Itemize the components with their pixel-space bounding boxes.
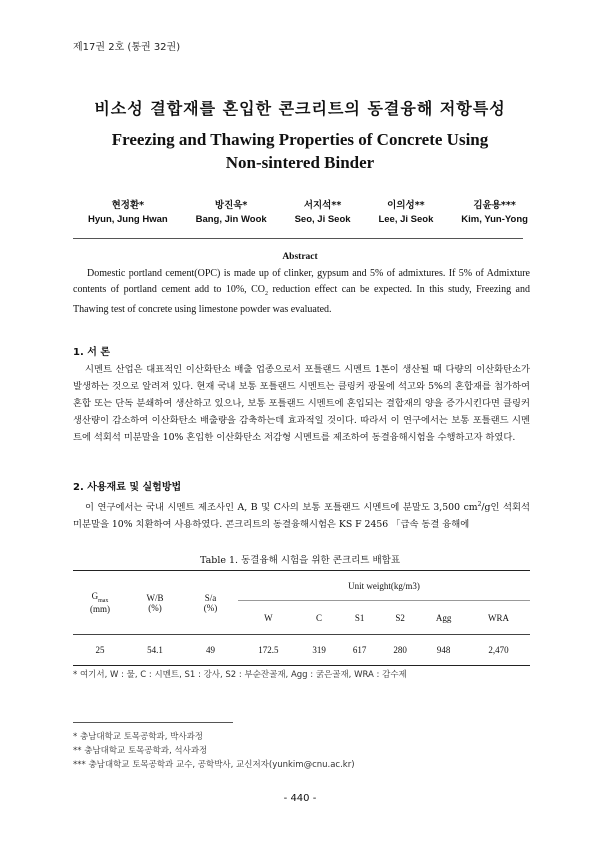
footnote: ** 충남대학교 토목공학과, 석사과정 [73,746,208,756]
methods-text-part: /g인 석회석 미분말을 10% 치환하여 사용하였다. 콘크리트의 동결융해시험은 KS F 2456 「급속 동결 융해에 [73,502,530,531]
author-name-korean: 이의성** [387,200,425,211]
author [378,197,433,225]
table-header-unit-weight: Unit weight(kg/m3) [238,571,530,601]
abstract-text [73,266,530,318]
table-cell: 54.1 [127,635,183,666]
abstract-text-part: reduction effect can be expected. In this study, Freezing and Thawing test of concrete using limestone powder was evaluated. [73,284,530,315]
issue-header: 제17권 2호 (통권 32권) [73,42,181,53]
wb-label: W/B [146,592,164,603]
author [196,197,267,225]
english-title-line1: Freezing and Thawing Properties of Concrete Using [111,130,489,149]
gmax-subscript: max [98,597,109,604]
author-name-english: Bang, Jin Wook [195,214,267,225]
footnote-divider [73,722,233,723]
table-cell: 172.5 [238,635,299,666]
table-cell: 280 [380,635,421,666]
table-subheader: WRA [467,601,530,635]
table-row [73,635,530,666]
author [461,197,528,225]
author-name-korean: 김윤용*** [473,200,516,211]
table-cell: 617 [339,635,380,666]
page-number: - 440 - [283,793,317,804]
english-title-line2: Non-sintered Binder [225,153,375,172]
section-heading-methods: 2. 사용재료 및 실험방법 [73,482,182,493]
author-name-korean: 방진욱* [214,200,248,211]
table-header-sa [183,571,238,635]
author-list [88,197,528,225]
author-name-korean: 서지석** [303,200,342,211]
english-title [0,128,600,174]
sa-unit: (%) [203,602,218,613]
sa-label: S/a [204,592,217,603]
table-subheader: S1 [339,601,380,635]
table-subheader: W [238,601,299,635]
table-cell: 49 [183,635,238,666]
methods-paragraph [73,496,530,533]
korean-title: 비소성 결합재를 혼입한 콘크리트의 동결융해 저항특성 [94,99,506,118]
table-subheader: C [299,601,340,635]
co2-subscript: 2 [265,291,268,297]
table-subheader: Agg [420,601,467,635]
abstract-heading: Abstract [282,252,318,262]
table-cell: 25 [73,635,127,666]
abstract-text-part: Domestic portland cement(OPC) is made up of clinker, gypsum and 5% of admixtures. If 5% of Admixture contents of portland cement add to 10%, CO [73,268,530,295]
intro-paragraph: 시멘트 산업은 대표적인 이산화탄소 배출 업종으로서 포틀랜드 시멘트 1톤이 생산될 때 다량의 이산화탄소가 발생하는 것으로 알려져 있다. 현재 국내 보통 포틀랜드 시멘트는 클링커 광물에 석고와 5%의 혼합재를 첨가하여 혼합 또는 단독 분쇄하여 생산하고 있으나, 보통 포틀랜드 시멘트에 혼입되는 결합재의 양을 증가시킨다면 클링커 생산량이 감소하여 이산화탄소 배출량을 감축하는데 효과적일 것이다. 따라서 이 연구에서는 보통 포틀랜드 시멘트에 석회석 미분말을 10% 혼입한 이산화탄소 저감형 시멘트를 제조하여 동결융해시험을 수행하고자 하였다. [73,364,530,443]
unit-superscript: 2 [477,501,482,508]
author-name-english: Hyun, Jung Hwan [88,214,168,225]
table-header-wb [127,571,183,635]
header-divider [73,238,523,239]
author-name-english: Kim, Yun-Yong [461,214,528,225]
author [295,197,351,225]
section-heading-intro: 1. 서 론 [73,347,111,358]
table-cell: 948 [420,635,467,666]
author [88,197,168,225]
table-subheader: S2 [380,601,421,635]
footnote: * 충남대학교 토목공학과, 박사과정 [73,732,204,742]
table-caption: Table 1. 동결융해 시험을 위한 콘크리트 배합표 [199,555,401,566]
author-name-english: Seo, Ji Seok [294,214,351,225]
author-name-korean: 현정환* [111,200,145,211]
wb-unit: (%) [148,602,162,613]
author-name-english: Lee, Ji Seok [378,214,434,225]
table-cell: 319 [299,635,340,666]
methods-text-part: 이 연구에서는 국내 시멘트 제조사인 A, B 및 C사의 보통 포틀랜드 시멘트에 분말도 3,500 cm [85,502,478,514]
table-cell: 2,470 [467,635,530,666]
mix-proportion-table [73,570,530,666]
table-note: * 여기서, W : 물, C : 시멘트, S1 : 강사, S2 : 부순잔골재, Agg : 굵은골재, WRA : 감수제 [73,670,407,680]
footnote: *** 충남대학교 토목공학과 교수, 공학박사, 교신저자(yunkim@cnu.ac.kr) [73,760,355,770]
gmax-unit: (mm) [90,603,110,614]
table-header-gmax [73,571,127,635]
gmax-label: G [91,591,99,602]
